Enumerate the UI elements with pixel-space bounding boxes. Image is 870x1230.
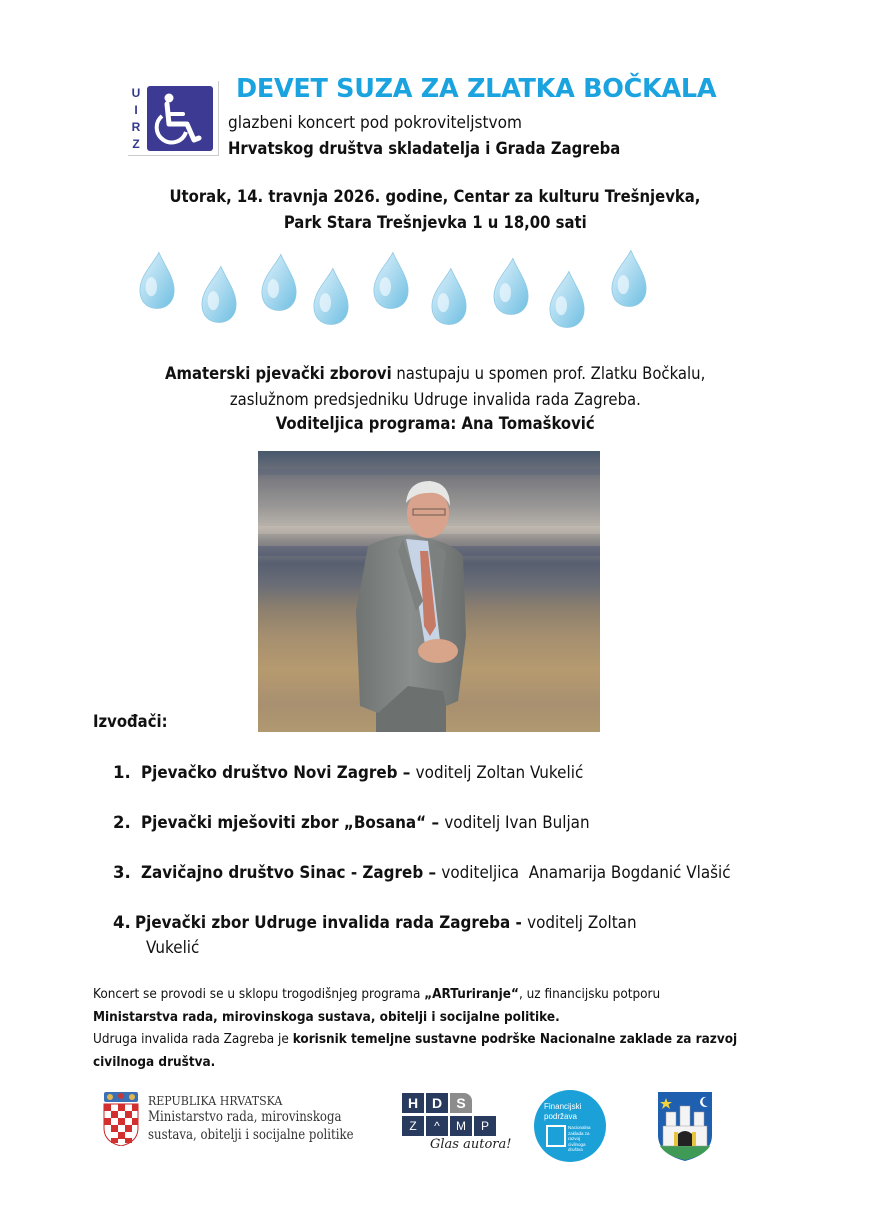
uirz-logo <box>128 81 219 156</box>
performer-number: 1. <box>113 763 131 782</box>
hds-letter: D <box>426 1093 448 1113</box>
footer-line4 <box>93 1055 224 1070</box>
hds-letter: S <box>450 1093 472 1113</box>
nz-small-text <box>568 1125 591 1153</box>
hds-tagline: Glas autora! <box>430 1137 512 1152</box>
performer-item <box>113 913 680 932</box>
zagreb-coat-of-arms-icon <box>656 1090 714 1162</box>
event-date-line1 <box>0 187 870 206</box>
host-text: Voditeljica programa: Ana Tomašković <box>275 414 595 433</box>
performer-leader: voditelj Zoltan <box>527 913 637 932</box>
nz-small-line: Nacionalna <box>568 1125 591 1130</box>
performer-name: Zavičajno društvo Sinac - Zagreb <box>141 863 424 882</box>
performers-heading <box>93 712 176 731</box>
ministry-logo-line1: REPUBLIKA HRVATSKA <box>148 1093 283 1108</box>
performer-separator: - <box>510 913 528 932</box>
hds-letter: H <box>402 1093 424 1113</box>
nz-small-line: zaklada za <box>568 1130 590 1136</box>
intro-line2-text: zaslužnom predsjedniku Udruge invalida rada Zagreba. <box>229 390 641 409</box>
performer-separator: – <box>397 763 416 782</box>
water-drop-icon <box>140 252 174 308</box>
performer-item <box>113 763 622 782</box>
page-title: DEVET SUZA ZA ZLATKA BOČKALA <box>236 74 717 104</box>
performer-item-continued <box>146 938 204 957</box>
intro-bold: Amaterski pjevački zborovi <box>164 364 392 383</box>
nacionalna-zaklada-logo <box>534 1090 606 1162</box>
hds-zamp-logo <box>400 1091 510 1156</box>
zamp-letter: M <box>450 1116 472 1136</box>
footer-bold: civilnoga društva. <box>93 1055 216 1070</box>
logo-letter: Z <box>132 137 140 151</box>
intro-rest: nastupaju u spomen prof. Zlatku Bočkalu, <box>391 364 706 383</box>
footer-bold: korisnik temeljne sustavne podrške Nacionalne zaklade za razvoj <box>292 1032 738 1047</box>
intro-line1 <box>0 364 870 383</box>
host-line <box>0 414 870 433</box>
performer-name: Pjevački mješoviti zbor „Bosana“ <box>141 813 427 832</box>
event-date-line2 <box>0 213 870 232</box>
logo-letter: I <box>134 103 138 117</box>
nz-small-line: civilnoga <box>568 1141 586 1147</box>
ministry-logo-line3: sustava, obitelji i socijalne politike <box>148 1127 354 1143</box>
performer-item <box>113 813 629 832</box>
performer-separator: – <box>423 863 442 882</box>
performer-leader: voditeljica Anamarija Bogdanić Vlašić <box>441 863 731 882</box>
event-venue-text: Park Stara Trešnjevka 1 u 18,00 sati <box>283 213 587 232</box>
footer-text: , uz financijsku potporu <box>518 987 661 1002</box>
water-drop-icon <box>612 250 646 306</box>
ministry-logo-line2: Ministarstvo rada, mirovinskoga <box>148 1109 342 1125</box>
bracket-icon <box>556 1125 566 1147</box>
wheelchair-icon <box>147 86 213 151</box>
intro-line2 <box>0 390 870 409</box>
footer-line1 <box>93 987 703 1002</box>
performer-number: 2. <box>113 813 131 832</box>
water-drop-icon <box>550 271 584 327</box>
performer-item <box>113 863 782 882</box>
performer-number: 3. <box>113 863 131 882</box>
water-drop-icon <box>432 268 466 324</box>
performer-name: Pjevačko društvo Novi Zagreb <box>141 763 398 782</box>
ministry-logo <box>100 1092 385 1147</box>
subtitle-line2: Hrvatskog društva skladatelja i Grada Zagreba <box>228 139 621 158</box>
water-drop-icon <box>202 266 236 322</box>
logo-letter: U <box>131 86 141 100</box>
water-drop-icon <box>262 254 296 310</box>
performer-leader-cont: Vukelić <box>146 938 200 957</box>
performer-name: Pjevački zbor Udruge invalida rada Zagreba <box>135 913 511 932</box>
footer-line3 <box>93 1032 786 1047</box>
uirz-letters <box>130 85 142 153</box>
footer-text: Udruga invalida rada Zagreba je <box>93 1032 293 1047</box>
footer-line2 <box>93 1010 595 1025</box>
zamp-letter: P <box>474 1116 496 1136</box>
nz-line2: podržava <box>544 1112 577 1121</box>
nz-small-line: razvoj <box>568 1136 581 1141</box>
zamp-letter: Z <box>402 1116 424 1136</box>
footer-text: Koncert se provodi se u sklopu trogodišnjeg programa <box>93 987 425 1002</box>
water-drop-icon <box>314 268 348 324</box>
tear-drops-decoration <box>130 244 730 334</box>
performer-leader: voditelj Ivan Buljan <box>444 813 590 832</box>
event-date-text: Utorak, 14. travnja 2026. godine, Centar za kulturu Trešnjevka, <box>169 187 701 206</box>
performer-separator: – <box>426 813 445 832</box>
program-name: „ARTuriranje“ <box>424 987 519 1002</box>
bracket-icon <box>546 1125 556 1147</box>
water-drop-icon <box>374 252 408 308</box>
portrait-photo <box>258 451 600 732</box>
croatian-coat-of-arms-icon <box>102 1092 140 1146</box>
zamp-letter: ^ <box>426 1116 448 1136</box>
ministry-name: Ministarstva rada, mirovinskoga sustava, obitelji i socijalne politike. <box>93 1010 560 1025</box>
nz-small-line: društva <box>568 1147 583 1152</box>
subtitle-line1: glazbeni koncert pod pokroviteljstvom <box>228 113 522 132</box>
performers-heading-text: Izvođači: <box>93 712 168 731</box>
performer-number: 4. <box>113 913 131 932</box>
performer-leader: voditelj Zoltan Vukelić <box>415 763 584 782</box>
water-drop-icon <box>494 258 528 314</box>
nz-line1: Financijski <box>544 1102 582 1111</box>
logo-letter: R <box>131 120 141 134</box>
